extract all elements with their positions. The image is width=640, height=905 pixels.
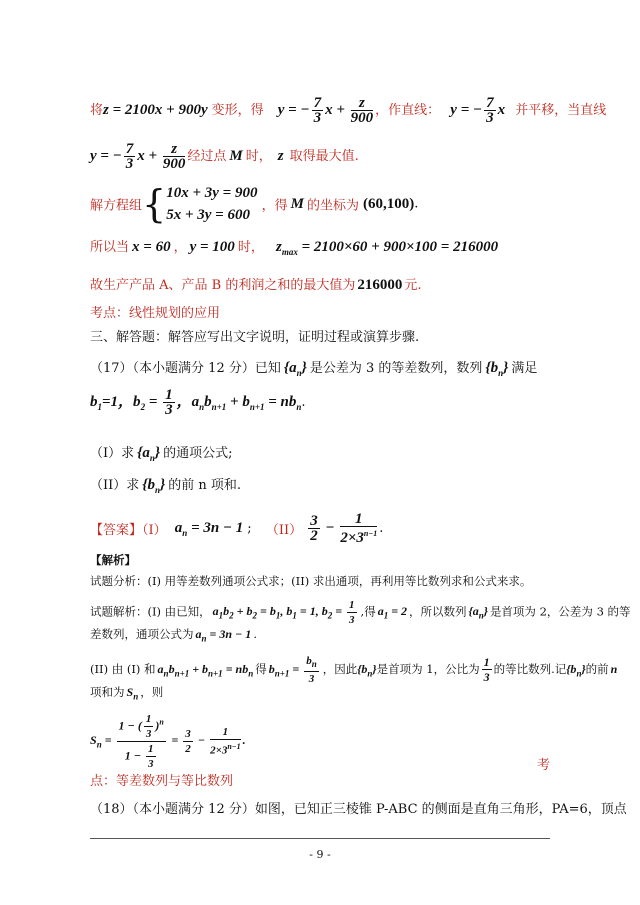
- kaodian-16: 考点：线性规划的应用: [90, 306, 221, 321]
- footer-rule: [90, 838, 550, 839]
- analysis-text: 试题分析：(I) 用等差数列通项公式求；(II) 求出通项，再利用等比数列求和公式来求。: [90, 574, 532, 588]
- q17-intro: （17）（本小题满分 12 分）已知 $\{a_n\}$ 是公差为 3 的等差数列，数列 $\{b_n\}$ 满足: [90, 360, 538, 378]
- solution-ii-cont: 项和为 $S_n$ ，则: [90, 685, 164, 702]
- solution-line-3: 解方程组{ 10x + 3y = 900 5x + 3y = 600 ，得 M 的坐标为 (60,100).: [90, 182, 419, 226]
- line-equation-2: y = − $\frac{7}{3}$ x + $\frac{z}{900}$: [90, 141, 186, 172]
- solution-i: 试题解析：(I) 由已知， $a_1b_2 + b_2 = b_1$, $b_1 = 1$, $b_2$ = $\frac{1}{3}$ ,得 $a_1 = 2$ ，所以数列 $\{a_n\}$ 是首项为 2，公差为 3 的等: [90, 599, 631, 626]
- line-equation: y = − $\frac{7}{3}$ x + $\frac{z}{900}$: [277, 95, 374, 126]
- kao-right: 考: [537, 758, 551, 773]
- solution-line-2: y = − $\frac{7}{3}$ x + $\frac{z}{900}$ 经过点 M 时， z 取得最大值.: [90, 141, 359, 172]
- solution-ii: (II) 由 (I) 和 $a_nb_{n+1} + b_{n+1} = nb_n$ 得 $b_{n+1}$ = $\frac{b_n}{3}$ ，因此$\{b_n\}$是首项为 1，公比为 $\frac{1}{3}$ 的等比数列.记$\{b_n\}$的前 n: [90, 655, 618, 686]
- solution-i-cont: 差数列，通项公式为 $a_n = 3n - 1$ .: [90, 627, 257, 644]
- q17-part-2: （II）求 $\{b_n\}$ 的前 n 项和.: [90, 477, 242, 495]
- sum-formula: $S_n$ = 1 − ( $\frac{1}{3}$ )$^n$ 1 − $\frac{1}{3}$ = $\frac{3}{2}$ − $\frac{1}{2\times 3^{n-1}}$ .: [90, 713, 246, 770]
- kao-left: 点：等差数列与等比数列: [90, 774, 234, 789]
- solution-line-1: 将z = 2100x + 900y 变形，得 y = − $\frac{7}{3}$ x + $\frac{z}{900}$ ，作直线： y = − $\frac{7}{3}$ x 并平移，当直线: [90, 95, 607, 126]
- objective-formula: z = 2100x + 900y: [103, 101, 208, 118]
- base-line-equation: y = − $\frac{7}{3}$ x: [450, 95, 506, 126]
- section-3-heading: 三、解答题：解答应写出文字说明，证明过程或演算步骤.: [90, 330, 420, 345]
- q17-answer: 【答案】（I） $a_n = 3n - 1$ ; （II） $\frac{3}{2}$ − $\frac{1}{2\times 3^{n-1}}$ .: [90, 511, 384, 546]
- q17-part-1: （I）求 $\{a_n\}$ 的通项公式;: [90, 445, 233, 463]
- max-value-equation: $z_{max} = 2100\times 60 + 900\times 100 = 216000$: [275, 239, 499, 257]
- page-number: - 9 -: [309, 848, 331, 861]
- q17-conditions: $b_1=1$，$b_2$ = $\frac{1}{3}$ ，$a_nb_{n+1} + b_{n+1} = nb_n$.: [90, 387, 306, 418]
- solution-line-5: 故生产产品 A、产品 B 的利润之和的最大值为 216000 元.: [90, 277, 422, 293]
- solution-line-4: 所以当 x = 60 ， y = 100 时， $z_{max} = 2100\times 60 + 900\times 100 = 216000$: [90, 239, 499, 257]
- q18-intro: （18）（本小题满分 12 分）如图，已知正三棱锥 P-ABC 的侧面是直角三角形，PA=6，顶点: [90, 802, 627, 817]
- equation-system: 10x + 3y = 900 5x + 3y = 600: [166, 185, 258, 223]
- jiexi-label: 【解析】: [90, 553, 136, 567]
